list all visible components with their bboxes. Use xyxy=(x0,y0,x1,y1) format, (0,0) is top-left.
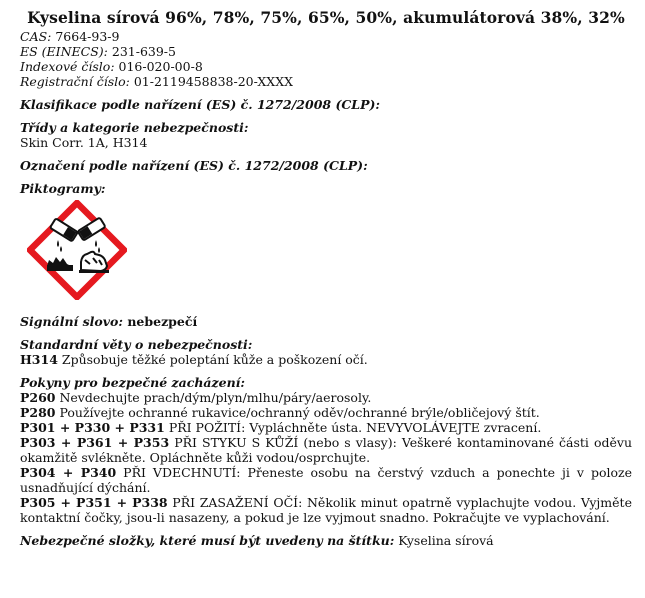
precaution-text: PŘI ZASAŽENÍ OČÍ: Několik minut opatrně vyplachujte vodou. Vyjměte kontaktní čočky, jsou-li nasazeny, a pokud je lze vyjmout snadno. Pokračujte ve vyplachování. xyxy=(20,495,632,525)
registration-number-label: Registrační číslo: xyxy=(20,74,130,89)
precaution-code: P301 + P330 + P331 xyxy=(20,420,165,435)
cas-line xyxy=(20,29,632,44)
precaution-code: P303 + P361 + P353 xyxy=(20,435,170,450)
precaution-p304 xyxy=(20,465,632,495)
precaution-code: P305 + P351 + P338 xyxy=(20,495,168,510)
registration-number-value: 01-2119458838-20-XXXX xyxy=(129,74,293,89)
einecs-label: ES (EINECS): xyxy=(20,44,108,59)
cas-label: CAS: xyxy=(20,29,52,44)
precaution-p280 xyxy=(20,405,632,420)
precaution-p303 xyxy=(20,435,632,465)
einecs-value: 231-639-5 xyxy=(107,44,176,59)
precaution-code: P260 xyxy=(20,390,56,405)
hazard-text: Způsobuje těžké poleptání kůže a poškození očí. xyxy=(57,352,368,367)
registration-number-line xyxy=(20,74,632,89)
precaution-p260 xyxy=(20,390,632,405)
document-title: Kyselina sírová 96%, 78%, 75%, 65%, 50%, akumulátorová 38%, 32% xyxy=(27,8,625,27)
precaution-text: Používejte ochranné rukavice/ochranný oděv/ochranné brýle/obličejový štít. xyxy=(55,405,540,420)
hazardous-components-value: Kyselina sírová xyxy=(394,533,494,548)
hazard-statements-heading: Standardní věty o nebezpečnosti: xyxy=(20,337,253,352)
signal-word-value: nebezpečí xyxy=(122,314,198,329)
classification-heading: Klasifikace podle nařízení (ES) č. 1272/2008 (CLP): xyxy=(20,97,381,112)
precaution-text: Nevdechujte prach/dým/plyn/mlhu/páry/aerosoly. xyxy=(55,390,372,405)
precaution-code: P304 + P340 xyxy=(20,465,117,480)
index-number-line xyxy=(20,59,632,74)
ghs05-corrosion-icon xyxy=(27,200,127,300)
precaution-p305 xyxy=(20,495,632,525)
pictograms-heading: Piktogramy: xyxy=(20,181,106,196)
pictograms-area xyxy=(20,200,632,300)
hazard-statement-h314 xyxy=(20,352,632,367)
cas-value: 7664-93-9 xyxy=(51,29,120,44)
precautionary-statements-heading: Pokyny pro bezpečné zacházení: xyxy=(20,375,246,390)
hazardous-components-label: Nebezpečné složky, které musí být uvedeny na štítku: xyxy=(20,533,395,548)
signal-word-line xyxy=(20,314,632,329)
hazard-code: H314 xyxy=(20,352,58,367)
index-number-value: 016-020-00-8 xyxy=(114,59,203,74)
index-number-label: Indexové číslo: xyxy=(20,59,115,74)
safety-label-document xyxy=(20,8,632,548)
precaution-text: PŘI VDECHNUTÍ: Přeneste osobu na čerstvý vzduch a ponechte ji v poloze usnadňující dýchání. xyxy=(20,465,632,495)
labelling-heading: Označení podle nařízení (ES) č. 1272/2008 (CLP): xyxy=(20,158,368,173)
precaution-text: PŘI STYKU S KŮŽÍ (nebo s vlasy): Veškeré kontaminované části oděvu okamžitě svlékněte. Opláchněte kůži vodou/osprchujte. xyxy=(20,435,632,465)
hazard-classes-value: Skin Corr. 1A, H314 xyxy=(20,135,148,150)
einecs-line xyxy=(20,44,632,59)
precaution-text: PŘI POŽITÍ: Vypláchněte ústa. NEVYVOLÁVEJTE zvracení. xyxy=(164,420,542,435)
precaution-code: P280 xyxy=(20,405,56,420)
precaution-p301 xyxy=(20,420,632,435)
hazard-classes-heading: Třídy a kategorie nebezpečnosti: xyxy=(20,120,249,135)
signal-word-label: Signální slovo: xyxy=(20,314,123,329)
hazardous-components-line xyxy=(20,533,632,548)
